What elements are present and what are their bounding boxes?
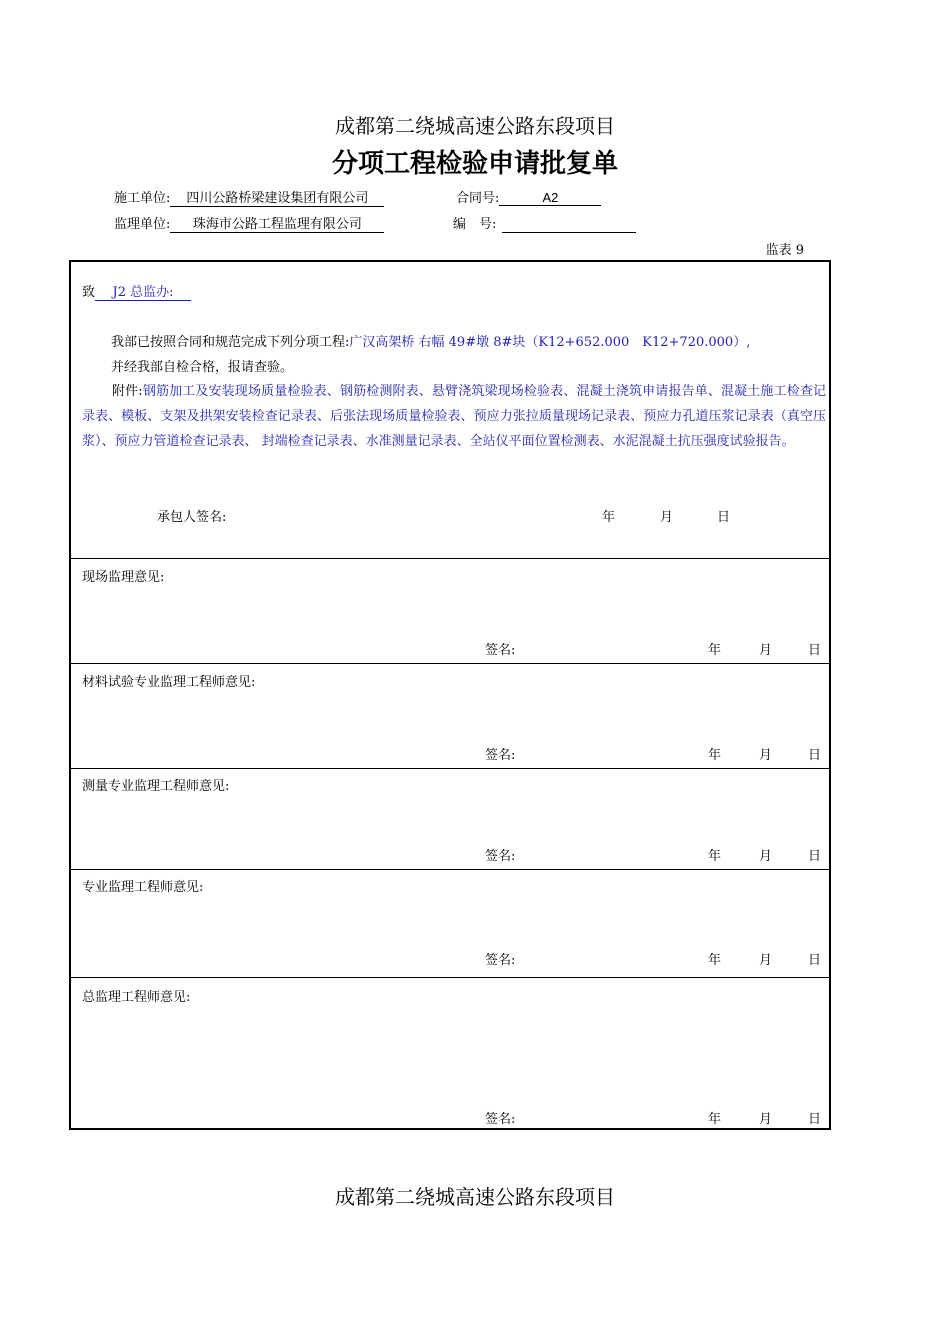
- sign-day: 日: [808, 1112, 822, 1127]
- site-supervisor-opinion: [71, 559, 829, 664]
- sign-year: 年: [708, 849, 722, 864]
- sign-day: 日: [808, 748, 822, 763]
- contractor-label: 施工单位:: [114, 191, 171, 206]
- document-title: 分项工程检验申请批复单: [331, 149, 618, 179]
- sign-label: 签名:: [485, 849, 516, 864]
- contract-value: A2: [499, 190, 601, 206]
- opinion-label: 测量专业监理工程师意见:: [82, 779, 230, 794]
- sign-year: 年: [708, 748, 722, 763]
- sign-month: 月: [759, 849, 773, 864]
- sign-month: 月: [759, 1112, 773, 1127]
- form-number: 监表 9: [765, 243, 804, 258]
- addressee-value: J2 总监办:: [95, 285, 191, 301]
- opinion-label: 专业监理工程师意见:: [82, 880, 204, 895]
- contractor-sign-day: 日: [717, 510, 731, 525]
- survey-engineer-opinion: [71, 769, 829, 870]
- approval-form: [69, 260, 831, 1130]
- sign-month: 月: [759, 748, 773, 763]
- serial-value: [502, 217, 636, 233]
- project-title: 成都第二绕城高速公路东段项目: [335, 114, 615, 138]
- sign-label: 签名:: [485, 748, 516, 763]
- sign-label: 签名:: [485, 1112, 516, 1127]
- footer-project-title: 成都第二绕城高速公路东段项目: [335, 1185, 615, 1209]
- sign-day: 日: [808, 849, 822, 864]
- completion-line: [111, 331, 750, 350]
- sign-label: 签名:: [485, 643, 516, 658]
- completion-prefix: 我部已按照合同和规范完成下列分项工程:: [111, 335, 350, 350]
- specialist-engineer-opinion: [71, 870, 829, 978]
- contractor-sign-month: 月: [660, 510, 674, 525]
- contractor-row: [114, 187, 384, 207]
- sign-year: 年: [708, 953, 722, 968]
- supervisor-label: 监理单位:: [114, 217, 171, 232]
- contractor-sign-year: 年: [602, 510, 616, 525]
- contract-label: 合同号:: [456, 191, 500, 206]
- work-item-value: 广汉高架桥 右幅 49#墩 8#块（K12+652.000 K12+720.000）,: [349, 335, 751, 350]
- attachments-label: 附件:: [112, 384, 143, 399]
- supervisor-value: 珠海市公路工程监理有限公司: [170, 217, 384, 233]
- contract-row: [456, 187, 601, 206]
- contractor-value: 四川公路桥梁建设集团有限公司: [170, 191, 384, 207]
- sign-day: 日: [808, 953, 822, 968]
- serial-row: [453, 213, 636, 233]
- serial-label: 编 号:: [453, 217, 497, 232]
- chief-engineer-opinion: [71, 978, 829, 1128]
- contractor-sign-label: 承包人签名:: [157, 510, 227, 525]
- sign-month: 月: [759, 643, 773, 658]
- sign-label: 签名:: [485, 953, 516, 968]
- application-section: [71, 262, 829, 559]
- opinion-label: 材料试验专业监理工程师意见:: [82, 675, 256, 690]
- addressee-prefix: 致: [82, 285, 96, 300]
- sign-day: 日: [808, 643, 822, 658]
- addressee-row: [82, 281, 191, 301]
- supervisor-row: [114, 213, 384, 233]
- opinion-label: 现场监理意见:: [82, 570, 165, 585]
- attachments-list: 钢筋加工及安装现场质量检验表、钢筋检测附表、悬臂浇筑梁现场检验表、混凝土浇筑申请报告单、混凝土施工检查记录表、模板、支架及拱架安装检查记录表、后张法现场质量检验表、预应力张拉质量现场记录表、预应力孔道压浆记录表（真空压浆）、预应力管道检查记录表、 封端检查记录表、水准测量记录表、全站仪平面位置检测表、水泥混凝土抗压强度试验报告。: [82, 384, 826, 449]
- sign-month: 月: [759, 953, 773, 968]
- opinion-label: 总监理工程师意见:: [82, 990, 191, 1005]
- self-check-line: 并经我部自检合格，报请查验。: [111, 360, 294, 375]
- material-test-engineer-opinion: [71, 664, 829, 769]
- sign-year: 年: [708, 1112, 722, 1127]
- sign-year: 年: [708, 643, 722, 658]
- attachments: [82, 379, 826, 454]
